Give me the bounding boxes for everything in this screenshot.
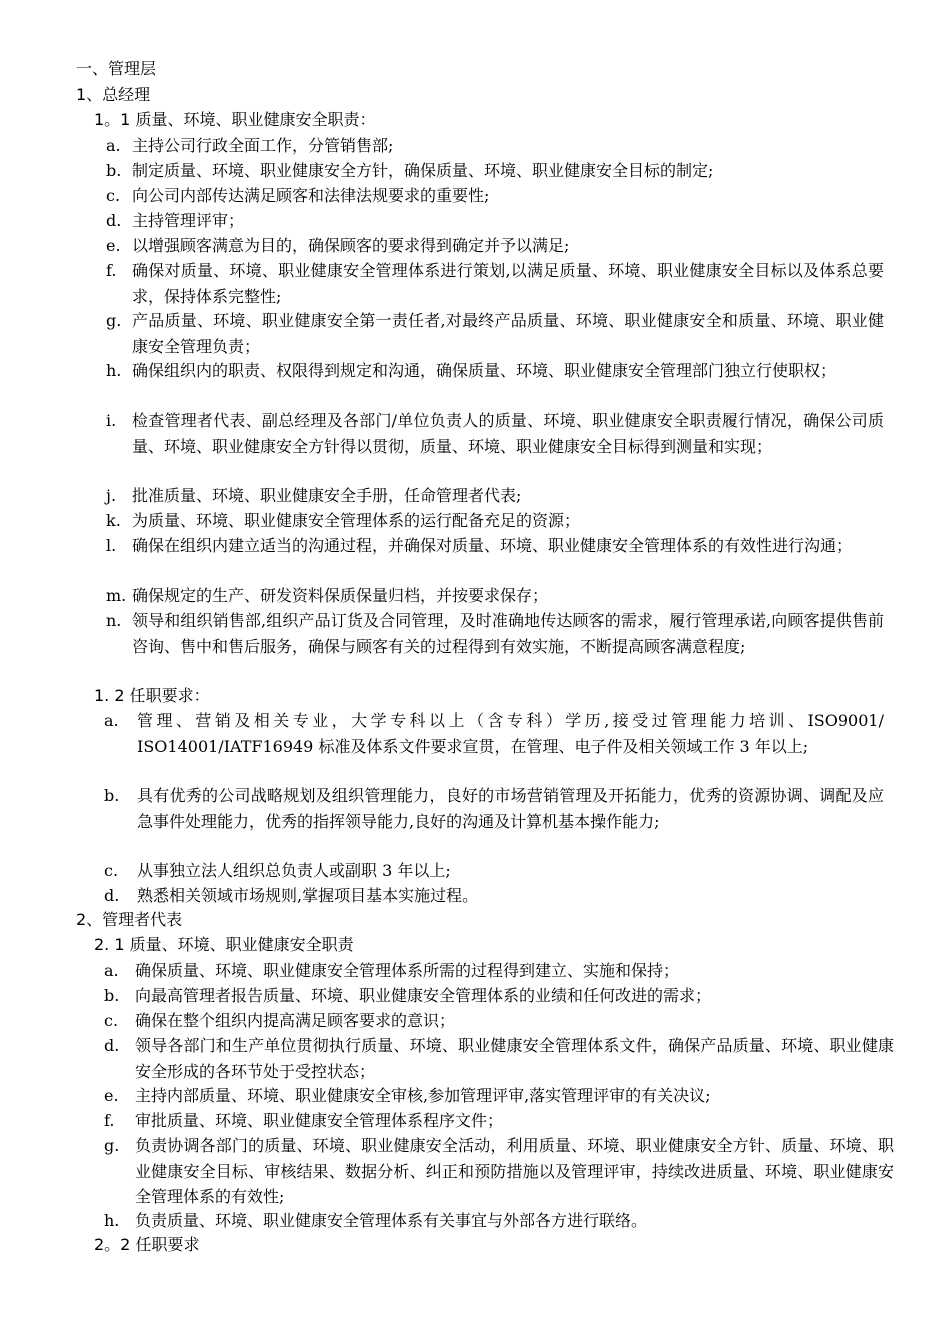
list-marker: b.: [104, 986, 120, 1005]
list-text: 领导和组织销售部,组织产品订货及合同管理，及时准确地传达顾客的需求，履行管理承诺,向顾客提供售前咨询、售中和售后服务，确保与顾客有关的过程得到有效实施，不断提高顾客满意程度;: [132, 611, 884, 656]
gm-req-c: [104, 858, 884, 884]
gm-req-b: [104, 783, 884, 834]
mr-duty-heading: 2. 1 质量、环境、职业健康安全职责: [94, 935, 354, 954]
list-text: 主持内部质量、环境、职业健康安全审核,参加管理评审,落实管理评审的有关决议;: [135, 1086, 711, 1105]
list-marker: i.: [106, 411, 117, 430]
list-text: 向最高管理者报告质量、环境、职业健康安全管理体系的业绩和任何改进的需求；: [135, 986, 712, 1005]
gm-duty-heading: 1。1 质量、环境、职业健康安全职责：: [94, 110, 376, 129]
list-marker: d.: [104, 886, 120, 905]
list-marker: b.: [106, 161, 122, 180]
list-marker: j.: [106, 486, 117, 505]
gm-req-a: [104, 708, 884, 759]
list-marker: h.: [106, 361, 122, 380]
list-text: 确保在组织内建立适当的沟通过程，并确保对质量、环境、职业健康安全管理体系的有效性进行沟通；: [132, 536, 853, 555]
gm-duty-i: [106, 408, 884, 459]
list-text: 审批质量、环境、职业健康安全管理体系程序文件；: [135, 1111, 504, 1130]
list-marker: g.: [106, 311, 122, 330]
mr-duty-f: [104, 1108, 894, 1134]
list-text: 产品质量、环境、职业健康安全第一责任者,对最终产品质量、环境、职业健康安全和质量、环境、职业健康安全管理负责；: [132, 311, 884, 356]
list-marker: m.: [106, 586, 127, 605]
gm-duty-k: [106, 508, 884, 534]
list-marker: a.: [106, 136, 121, 155]
list-marker: k.: [106, 511, 121, 530]
mr-heading: 2、管理者代表: [76, 910, 183, 929]
list-text: 确保在整个组织内提高满足顾客要求的意识；: [135, 1011, 456, 1030]
list-text: 领导各部门和生产单位贯彻执行质量、环境、职业健康安全管理体系文件，确保产品质量、环境、职业健康安全形成的各环节处于受控状态；: [135, 1036, 894, 1081]
section-heading-management: 一、管理层: [76, 59, 157, 78]
list-text: 制定质量、环境、职业健康安全方针，确保质量、环境、职业健康安全目标的制定;: [132, 161, 714, 180]
gm-duty-m: [106, 583, 884, 609]
gm-req-heading: 1. 2 任职要求：: [94, 686, 210, 705]
list-marker: b.: [104, 786, 120, 805]
list-text: 具有优秀的公司战略规划及组织管理能力，良好的市场营销管理及开拓能力，优秀的资源协调、调配及应急事件处理能力，优秀的指挥领导能力,良好的沟通及计算机基本操作能力;: [137, 786, 884, 831]
gm-heading: 1、总经理: [76, 85, 151, 104]
list-marker: n.: [106, 611, 122, 630]
mr-duty-a: [104, 958, 894, 984]
list-marker: c.: [106, 186, 121, 205]
mr-duty-h: [104, 1208, 894, 1234]
list-text: 负责质量、环境、职业健康安全管理体系有关事宜与外部各方进行联络。: [135, 1211, 648, 1230]
list-marker: g.: [104, 1136, 120, 1155]
gm-duty-n: [106, 608, 884, 659]
gm-req-d: [104, 883, 884, 909]
list-marker: d.: [106, 211, 122, 230]
list-marker: l.: [106, 536, 117, 555]
list-text: 批准质量、环境、职业健康安全手册，任命管理者代表;: [132, 486, 522, 505]
gm-duty-l: [106, 533, 884, 559]
list-text: 管理、营销及相关专业，大学专科以上（含专科）学历,接受过管理能力培训、ISO9001/ ISO14001/IATF16949 标准及体系文件要求宣贯，在管理、电子件及相关领域工作 3 年以上;: [137, 711, 884, 756]
list-marker: f.: [104, 1111, 115, 1130]
list-marker: e.: [106, 236, 121, 255]
list-marker: d.: [104, 1036, 120, 1055]
gm-duty-f: [106, 258, 884, 309]
list-marker: c.: [104, 1011, 119, 1030]
list-text: 从事独立法人组织总负责人或副职 3 年以上;: [137, 861, 451, 880]
list-marker: f.: [106, 261, 117, 280]
gm-duty-a: [106, 133, 884, 159]
mr-duty-c: [104, 1008, 894, 1034]
list-marker: e.: [104, 1086, 119, 1105]
list-marker: c.: [104, 861, 119, 880]
mr-req-heading: 2。2 任职要求: [94, 1235, 200, 1254]
list-marker: h.: [104, 1211, 120, 1230]
list-text: 负责协调各部门的质量、环境、职业健康安全活动，利用质量、环境、职业健康安全方针、质量、环境、职业健康安全目标、审核结果、数据分析、纠正和预防措施以及管理评审，持续改进质量、环境、职业健康安全管理体系的有效性;: [135, 1136, 894, 1206]
list-text: 确保质量、环境、职业健康安全管理体系所需的过程得到建立、实施和保持；: [135, 961, 680, 980]
gm-duty-g: [106, 308, 884, 359]
mr-duty-d: [104, 1033, 894, 1084]
gm-duty-j: [106, 483, 884, 509]
gm-duty-b: [106, 158, 884, 184]
list-text: 确保规定的生产、研发资料保质保量归档，并按要求保存；: [132, 586, 549, 605]
list-text: 主持公司行政全面工作，分管销售部;: [132, 136, 394, 155]
list-text: 为质量、环境、职业健康安全管理体系的运行配备充足的资源；: [132, 511, 581, 530]
gm-duty-d: [106, 208, 884, 234]
mr-duty-g: [104, 1133, 894, 1210]
list-marker: a.: [104, 961, 119, 980]
list-text: 以增强顾客满意为目的，确保顾客的要求得到确定并予以满足;: [132, 236, 570, 255]
list-text: 确保对质量、环境、职业健康安全管理体系进行策划,以满足质量、环境、职业健康安全目标以及体系总要求，保持体系完整性;: [132, 261, 884, 306]
list-text: 检查管理者代表、副总经理及各部门/单位负责人的质量、环境、职业健康安全职责履行情况，确保公司质量、环境、职业健康安全方针得以贯彻，质量、环境、职业健康安全目标得到测量和实现；: [132, 411, 884, 456]
gm-duty-h: [106, 358, 884, 384]
gm-duty-c: [106, 183, 884, 209]
list-marker: a.: [104, 711, 119, 730]
mr-duty-e: [104, 1083, 894, 1109]
list-text: 确保组织内的职责、权限得到规定和沟通，确保质量、环境、职业健康安全管理部门独立行使职权；: [132, 361, 837, 380]
list-text: 向公司内部传达满足顾客和法律法规要求的重要性;: [132, 186, 490, 205]
gm-duty-e: [106, 233, 884, 259]
list-text: 主持管理评审；: [132, 211, 245, 230]
mr-duty-b: [104, 983, 894, 1009]
list-text: 熟悉相关领域市场规则,掌握项目基本实施过程。: [137, 886, 479, 905]
